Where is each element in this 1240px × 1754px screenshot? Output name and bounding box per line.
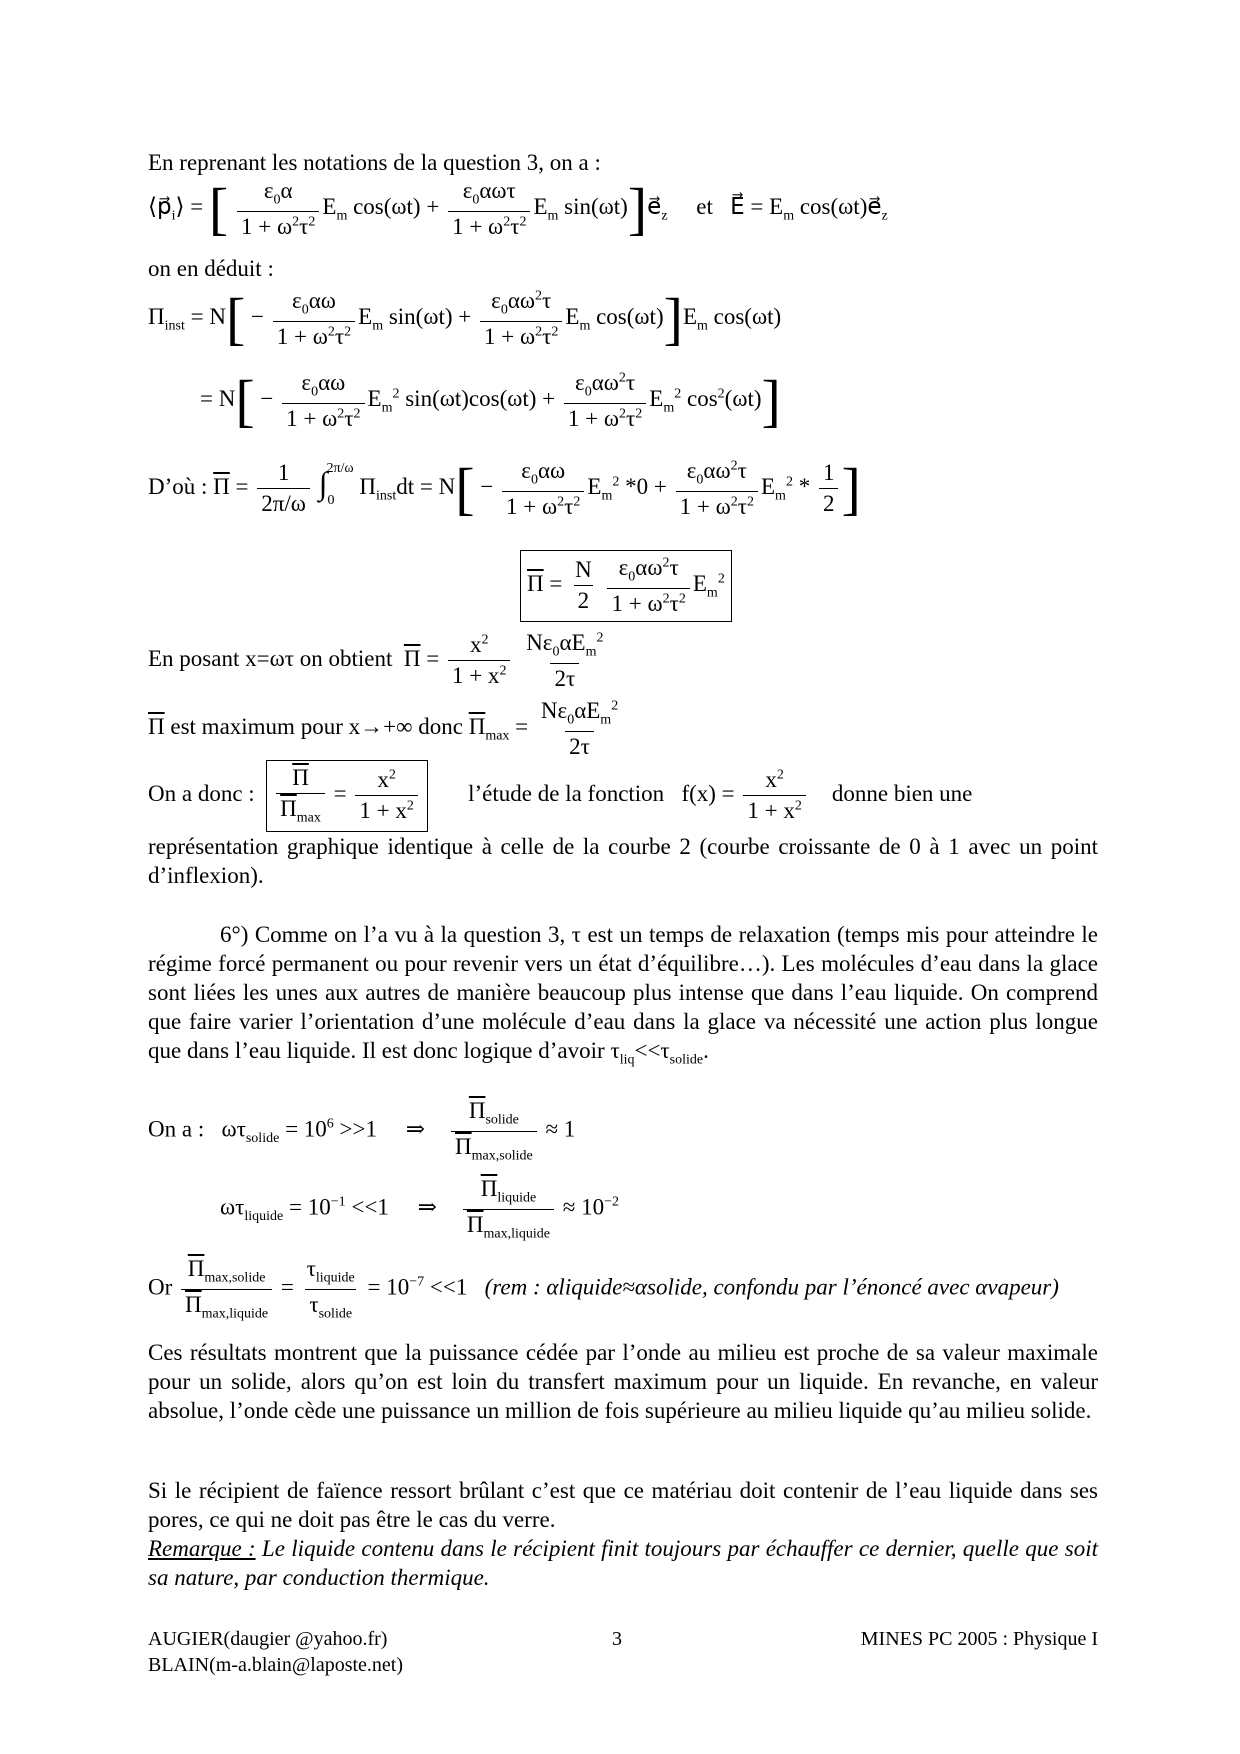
deduce-text: on en déduit : [148, 256, 274, 281]
footer-page-number: 3 [612, 1628, 622, 1650]
equation-solide: On a : $\omega\tau_{solide} = 10^6 >>1$ ⇒ $\frac{\overline{\Pi}_{solide}}{\overline{\Pi}_{max,solide}}$ ≈ 1 [148, 1098, 576, 1164]
footer-title: MINES PC 2005 : Physique I [860, 1628, 1098, 1650]
footer-author-2: BLAIN(m-a.blain@laposte.net) [148, 1654, 404, 1676]
paragraph-remarque: Remarque : Le liquide contenu dans le récipient finit toujours par échauffer ce dernier, quelle que soit sa nature, par conduction thermique. [148, 1536, 1098, 1590]
paragraph-question-6: 6°) Comme on l’a vu à la question 3, τ est un temps de relaxation (temps mis pour atteindre le régime forcé permanent ou pour revenir vers un état d’équilibre…). Les molécules d’eau dans la glace sont liées les unes aux autres de manière beaucoup plus intense que dans l’eau liquide. On comprend que faire varier l’orientation d’une molécule d’eau dans la glace va nécessité une action plus longue que dans l’eau liquide. Il est donc logique d’avoir $\tau_{liq}<<\tau_{solide}$. [148, 922, 1098, 1068]
equation-or: Or $\frac{\overline{\Pi}_{max,solide}}{\overline{\Pi}_{max,liquide}}$ = $\frac{\tau_{liquide}}{\tau_{solide}}$ = $10^{-7} <<1$ (rem : αliquide≈αsolide, confondu par l’énoncé avec αvapeur) [148, 1256, 1059, 1322]
equation-dipole: $⟨p⃗_i⟩$ = [ $\frac{\varepsilon_0\alpha}{1 + \omega^2\tau^2}$ $E_m$ cos(ωt) + $\frac{\varepsilon_0\alpha\omega\tau}{1 + \omega^2\tau^2}$ $E_m$ $\sin(\omega t)]e⃗_z$ et E⃗ = $E_m$ $\cos(\omega t)e⃗_z$ [148, 175, 888, 241]
intro-text: En reprenant les notations de la question 3, on a : [148, 150, 601, 175]
equation-pi-inst-expanded: = N[ − $\frac{\varepsilon_0\alpha\omega}{1 + \omega^2\tau^2}$ $E_m^2$ sin(ωt)cos(ωt) + $\frac{\varepsilon_0\alpha\omega^2\tau}{1 + \omega^2\tau^2}$ $E_m^2$ $\cos^2(\omega t)$] [200, 367, 781, 433]
footer-author-1: AUGIER(daugier @yahoo.fr) [148, 1628, 388, 1650]
remarque-label: Remarque : [148, 1536, 256, 1561]
remark-alpha: (rem : αliquide≈αsolide, confondu par l’énoncé avec αvapeur) [484, 1274, 1059, 1300]
equation-pi-mean: D’où : $\overline{\Pi}$ = $\frac{1}{2\pi/\omega}$ $\int_0^{2\pi/\omega}$ $\Pi_{inst}dt = N$[ − $\frac{\varepsilon_0\alpha\omega}{1 + \omega^2\tau^2}$ $E_m^2$ *0 + $\frac{\varepsilon_0\alpha\omega^2\tau}{1 + \omega^2\tau^2}$ $E_m^2$ * $\frac{1}{2}$ ] [148, 455, 861, 521]
equation-ratio: On a donc : $\frac{\overline{\Pi}}{\overline{\Pi}_{max}}$ = $\frac{x^2}{1 + x^2}$ l’étude de la fonction f(x) = $\frac{x^2}{1 + x^2}$ donne bien une [148, 760, 1098, 832]
paragraph-representation: représentation graphique identique à celle de la courbe 2 (courbe croissante de 0 à 1 avec un point d’inflexion). [148, 834, 1098, 888]
paragraph-faience: Si le récipient de faïence ressort brûlant c’est que ce matériau doit contenir de l’eau liquide dans ses pores, ce qui ne doit pas être le cas du verre. [148, 1478, 1098, 1532]
equation-liquide: $\omega\tau_{liquide} = 10^{-1} <<1$ ⇒ $\frac{\overline{\Pi}_{liquide}}{\overline{\Pi}_{max,liquide}}$ ≈ $10^{-2}$ [220, 1176, 620, 1242]
boxed-pi-mean: $\overline{\Pi}$ = $\frac{N}{2}$ $\frac{\varepsilon_0\alpha\omega^2\tau}{1 + \omega^2\tau^2}$ $E_m^2$ [520, 550, 732, 622]
equation-pi-inst: $\Pi_{inst} = N$[ − $\frac{\varepsilon_0\alpha\omega}{1 + \omega^2\tau^2}$ $E_m$ sin(ωt) + $\frac{\varepsilon_0\alpha\omega^2\tau}{1 + \omega^2\tau^2}$ $E_m$ $\cos(\omega t)]E_m$ cos(ωt) [148, 285, 782, 351]
equation-pi-max: $\overline{\Pi}$ est maximum pour x→+∞ donc $\overline{\Pi}_{max}$ = $\frac{N\varepsilon_0\alpha E_m^2}{2\tau}$ [148, 698, 619, 759]
paragraph-results: Ces résultats montrent que la puissance cédée par l’onde au milieu est proche de sa valeur maximale pour un solide, alors qu’on est loin du transfert maximum pour un liquide. En revanche, en valeur absolue, l’onde cède une puissance un million de fois supérieure au milieu liquide qu’au milieu solide. [148, 1340, 1098, 1423]
equation-posant: En posant x=ωτ on obtient $\overline{\Pi}$ = $\frac{x^2}{1 + x^2}$ $\frac{N\varepsilon_0\alpha E_m^2}{2\tau}$ [148, 630, 604, 691]
